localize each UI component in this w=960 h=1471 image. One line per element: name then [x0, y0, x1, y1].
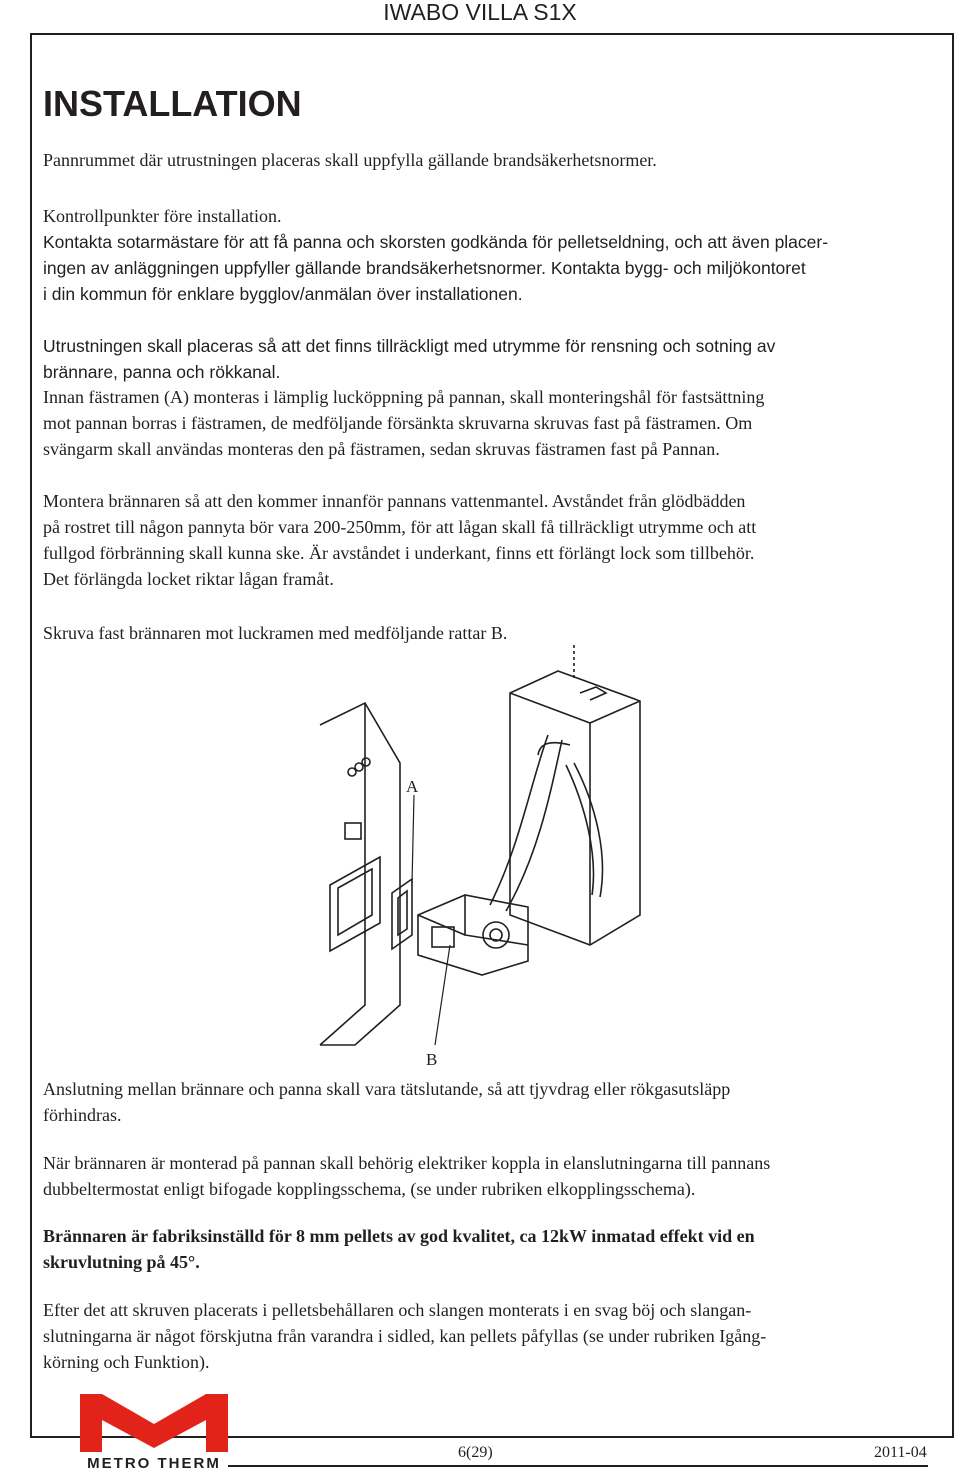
paragraph-space-line-2: brännare, panna och rökkanal. — [43, 362, 281, 382]
paragraph-frame-line-3: svängarm skall användas monteras den på fästramen, sedan skruvas fästramen fast på Pannan. — [43, 439, 720, 459]
document-header-title: IWABO VILLA S1X — [383, 0, 577, 25]
paragraph-checkpoints-line-2: ingen av anläggningen uppfyller gällande brandsäkerhetsnormer. Kontakta bygg- och miljökontoret — [43, 258, 806, 278]
burner-unit — [418, 895, 528, 975]
paragraph-mount-line-1: Montera brännaren så att den kommer innanför pannans vattenmantel. Avståndet från glödbädden — [43, 491, 746, 511]
paragraph-factory-setting-line-1: Brännaren är fabriksinställd för 8 mm pellets av god kvalitet, ca 12kW inmatad effekt vid en — [43, 1226, 755, 1246]
paragraph-frame-line-1: Innan fästramen (A) monteras i lämplig lucköppning på pannan, skall monteringshål för fastsättning — [43, 387, 765, 407]
footer-page-number: 6(29) — [458, 1444, 493, 1461]
footer-date: 2011-04 — [874, 1444, 927, 1461]
page-heading: INSTALLATION — [43, 83, 302, 124]
logo-wordmark: METRO THERM — [87, 1455, 221, 1471]
pellet-hose — [490, 735, 562, 911]
paragraph-filling-line-1: Efter det att skruven placerats i pelletsbehållaren och slangen monterats i en svag böj och slangan- — [43, 1300, 752, 1320]
paragraph-mount-line-2: på rostret till någon pannyta bör vara 200-250mm, för att lågan skall få tillräckligt utrymme och att — [43, 517, 757, 537]
paragraph-filling-line-3: körning och Funktion). — [43, 1352, 210, 1372]
paragraph-electrical-line-1: När brännaren är monterad på pannan skall behörig elektriker koppla in elanslutningarna till pannans — [43, 1153, 771, 1173]
figure-label-b: B — [426, 1050, 438, 1069]
paragraph-sealing-line-1: Anslutning mellan brännare och panna skall vara tätslutande, så att tjyvdrag eller rökgasutsläpp — [43, 1079, 731, 1099]
paragraph-room-requirements: Pannrummet där utrustningen placeras skall uppfylla gällande brandsäkerhetsnormer. — [43, 150, 657, 170]
figure-label-a: A — [406, 777, 419, 796]
paragraph-checkpoints-line-1: Kontakta sotarmästare för att få panna och skorsten godkända för pelletseldning, och att även placer- — [43, 232, 829, 252]
burner-installation-figure — [300, 645, 700, 1085]
paragraph-frame-line-2: mot pannan borras i fästramen, de medföljande försänkta skruvarna skruvas fast på fästramen. Om — [43, 413, 753, 433]
paragraph-electrical-line-2: dubbeltermostat enligt bifogade kopplingsschema, (se under rubriken elkopplingsschema). — [43, 1179, 696, 1199]
paragraph-checkpoints-title: Kontrollpunkter före installation. — [43, 206, 282, 226]
mounting-frame — [392, 879, 412, 949]
paragraph-sealing-line-2: förhindras. — [43, 1105, 122, 1125]
boiler-outline — [320, 703, 400, 1045]
paragraph-mount-line-3: fullgod förbränning skall kunna ske. Är avståndet i underkant, finns ett förlängt lock som tillbehör. — [43, 543, 755, 563]
paragraph-screw-knobs: Skruva fast brännaren mot luckramen med medföljande rattar B. — [43, 623, 508, 643]
paragraph-space-line-1: Utrustningen skall placeras så att det finns tillräckligt med utrymme för rensning och sotning av — [43, 336, 776, 356]
paragraph-filling-line-2: slutningarna är något förskjutna från varandra i sidled, kan pellets påfyllas (se under rubriken Igång- — [43, 1326, 767, 1346]
pellet-hopper — [510, 671, 640, 945]
paragraph-checkpoints-line-3: i din kommun för enklare bygglov/anmälan över installationen. — [43, 284, 523, 304]
paragraph-factory-setting-line-2: skruvlutning på 45°. — [43, 1252, 200, 1272]
metro-therm-logo — [74, 1390, 234, 1471]
paragraph-mount-line-4: Det förlängda locket riktar lågan framåt. — [43, 569, 334, 589]
footer-divider — [228, 1465, 928, 1467]
